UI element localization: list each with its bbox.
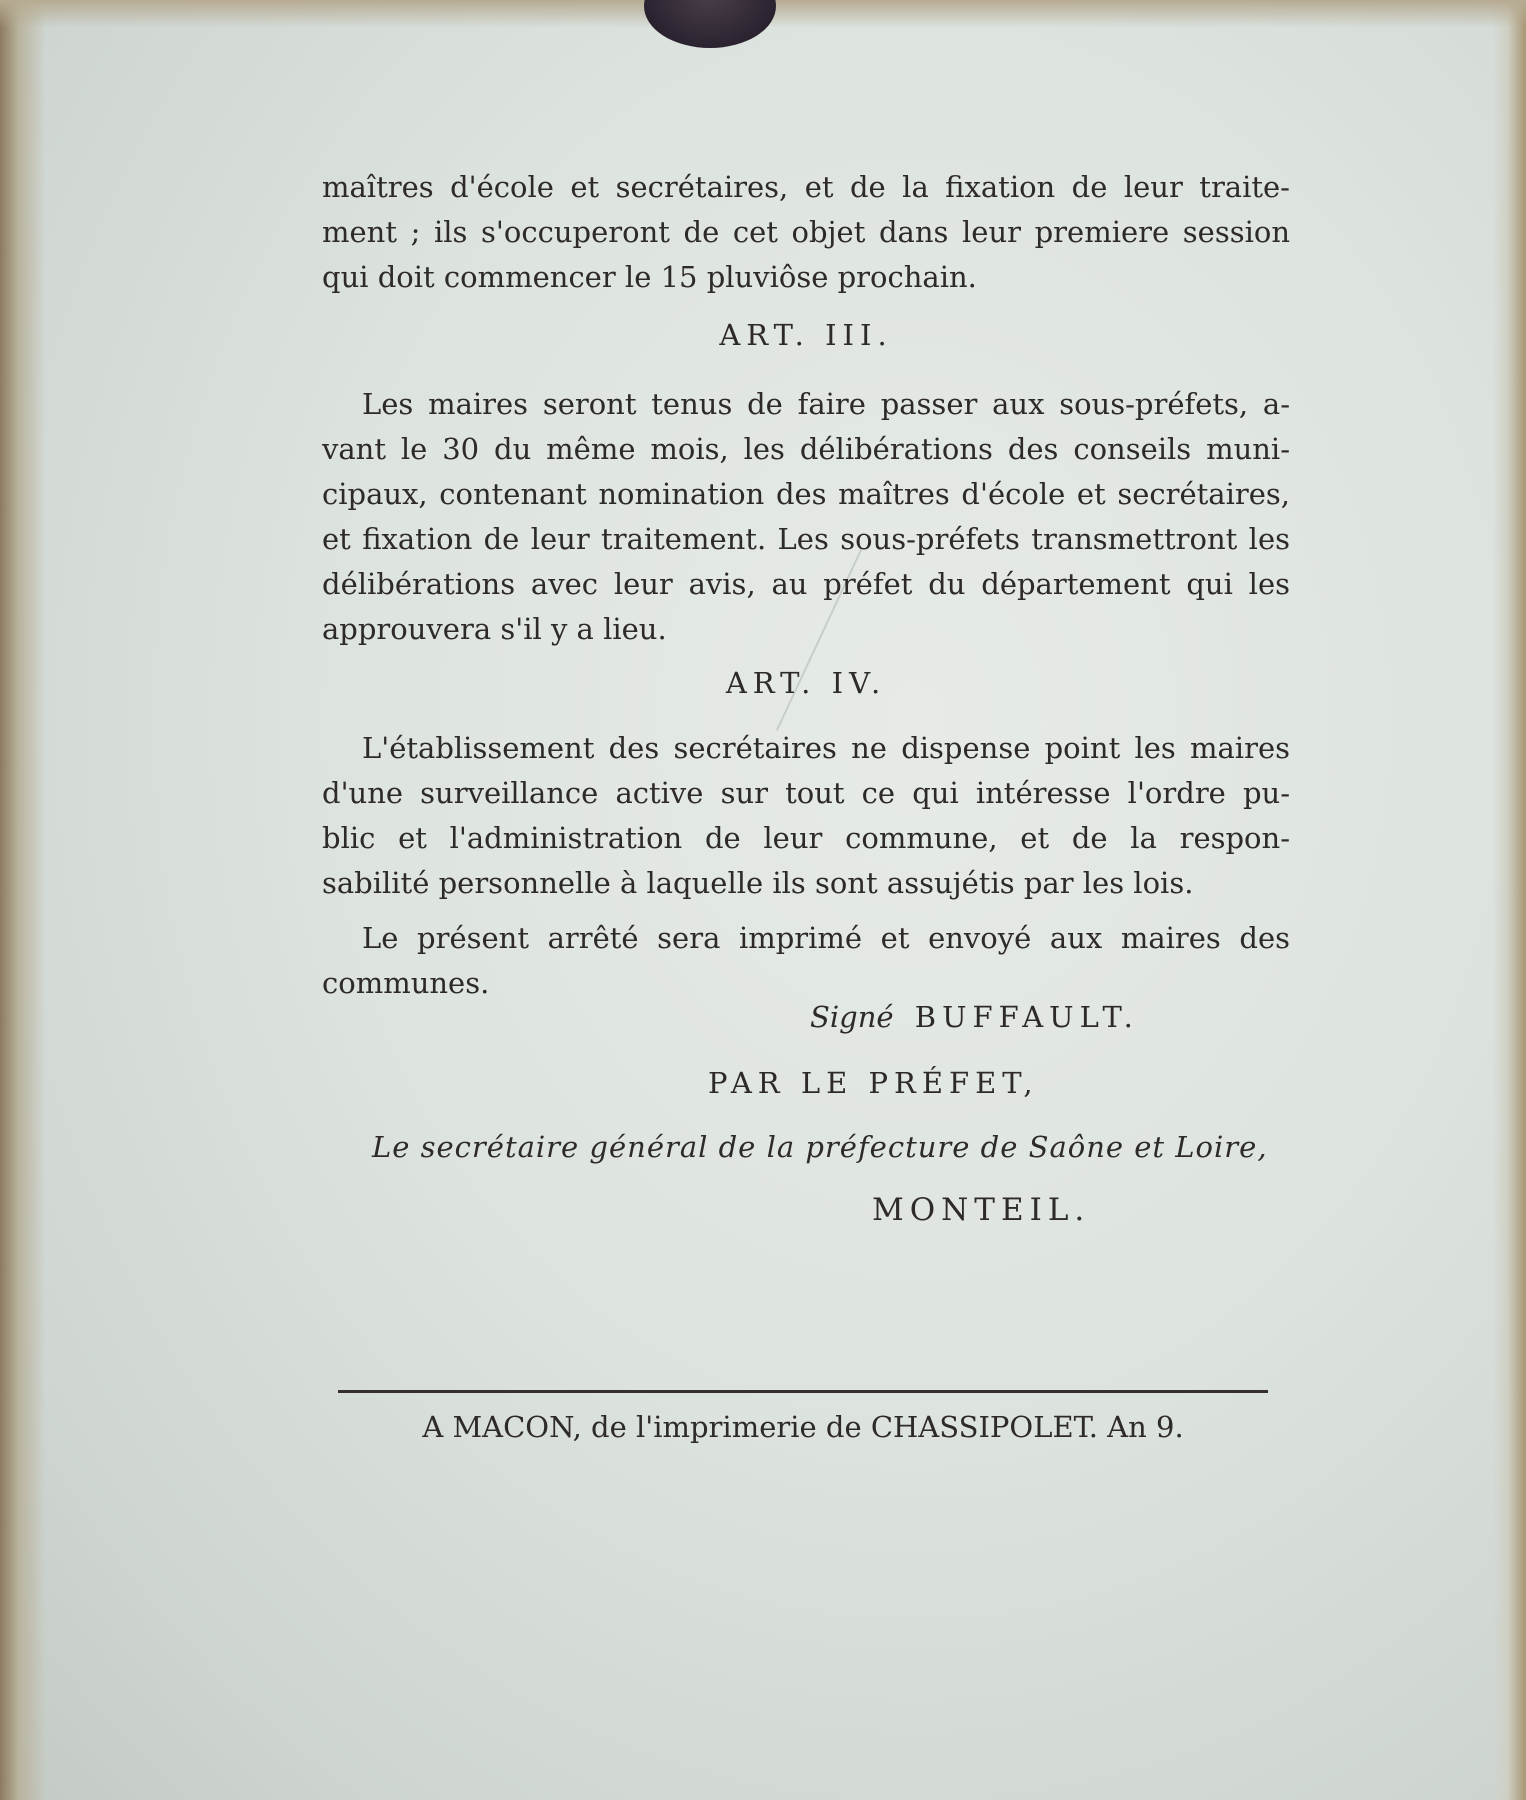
signe-label: Signé: [810, 1000, 894, 1034]
text-line: L'établissement des secrétaires ne dispense point les maires: [362, 731, 1290, 765]
text-line: blic et l'administration de leur commune, et de la respon-: [322, 821, 1290, 855]
text-line: cipaux, contenant nomination des maîtres d'école et secrétaires,: [322, 477, 1290, 511]
text-line: vant le 30 du même mois, les délibérations des conseils muni-: [322, 432, 1290, 466]
imprint-rule: [338, 1390, 1268, 1393]
prefect-name: BUFFAULT.: [914, 1000, 1139, 1034]
intro-paragraph: [322, 165, 1290, 300]
text-line: délibérations avec leur avis, au préfet du département qui les: [322, 567, 1290, 601]
imprint-line: A MACON, de l'imprimerie de CHASSIPOLET. An 9.: [422, 1410, 1184, 1444]
text-line: sabilité personnelle à laquelle ils sont assujétis par les lois.: [322, 866, 1194, 900]
secretary-name: MONTEIL.: [872, 1192, 1091, 1228]
article-4-heading: ART. IV.: [725, 666, 887, 700]
article-3-paragraph: [322, 382, 1290, 652]
text-line: communes.: [322, 966, 490, 1000]
secretary-title: Le secrétaire général de la préfecture de Saône et Loire,: [372, 1130, 1268, 1164]
signature-line: [810, 1000, 1139, 1034]
text-line: maîtres d'école et secrétaires, et de la fixation de leur traite-: [322, 170, 1290, 204]
text-line: ment ; ils s'occuperont de cet objet dans leur premiere session: [322, 215, 1290, 249]
paper-edge-right: [1492, 0, 1526, 1800]
paper-hole: [644, 0, 776, 48]
article-3-heading: ART. III.: [719, 318, 893, 352]
paper-edge-left: [0, 0, 46, 1800]
text-line: et fixation de leur traitement. Les sous-préfets transmettront les: [322, 522, 1290, 556]
article-4-paragraph: [322, 726, 1290, 906]
text-line: d'une surveillance active sur tout ce qui intéresse l'ordre pu-: [322, 776, 1290, 810]
text-line: approuvera s'il y a lieu.: [322, 612, 667, 646]
text-line: Les maires seront tenus de faire passer aux sous-préfets, a-: [362, 387, 1290, 421]
par-le-prefet: PAR LE PRÉFET,: [708, 1066, 1039, 1100]
text-line: qui doit commencer le 15 pluviôse prochain.: [322, 260, 977, 294]
text-line: Le présent arrêté sera imprimé et envoyé aux maires des: [362, 921, 1290, 955]
closing-paragraph: [322, 916, 1290, 1006]
